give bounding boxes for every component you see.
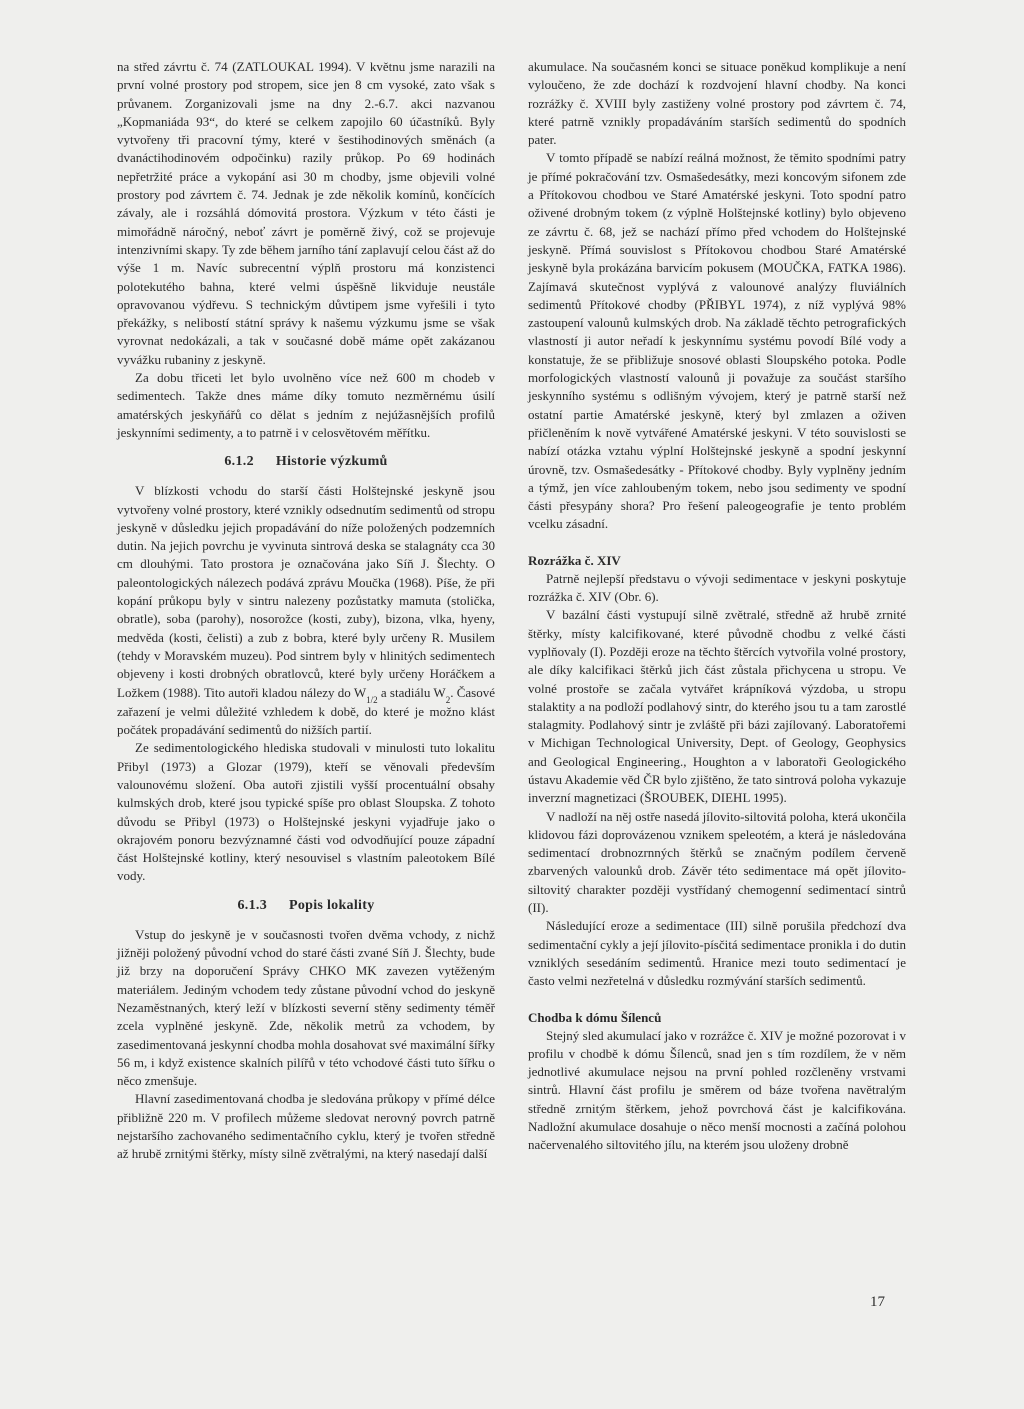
paragraph: Následující eroze a sedimentace (III) silně porušila předchozí dva sedimentační cykly a její jílovito-písčitá sedimentace pronikla i do dutin vzniklých sesedáním sedimentů. Hranice mezi touto sedimentací je často velmi nezřetelná v důsledku rozmývání starších sedimentů. (528, 918, 906, 989)
section-title: Popis lokality (289, 897, 375, 913)
left-column (117, 58, 495, 1164)
paragraph (117, 482, 495, 739)
paragraph: Ze sedimentologického hlediska studovali v minulosti tuto lokalitu Přibyl (1973) a Glozar (1979), kteří se věnovali především valounovému složení. Oba autoři zjistili vyšší procentuální obsahy kulmských drob, které jsou typické spíše pro oblast Sloupska. Z tohoto důvodu se Přibyl (1973) o Holštejnské jeskyni vyjadřuje jako o okrajovém ponoru bezvýznamné části vod odvodňující pouze západní část Holštejnské kotliny, který nesouvisel s vlastním paleotokem Bílé vody. (117, 740, 495, 884)
subheading-chodba-k-domu-silencu: Chodba k dómu Šílenců (528, 1009, 662, 1025)
section-heading-6-1-3 (117, 898, 495, 914)
section-number: 6.1.3 (237, 897, 267, 913)
paragraph: V bazální části vystupují silně zvětralé, středně až hrubě zrnité štěrky, místy kalcifikované, které původně chodbu z velké části vyplňovaly (I). Později eroze na těchto štěrcích vytvořila volné prostory, ale díky kalcifikaci štěrků jich část zůstala přichycena u stropu. Ve volné prostoře se začala vytvářet krápníková výzdoba, u stropu stalaktity a na podloží podlahový sintr, do kterého jsou tu a tam zarostlé stalagmity. Podlahový sintr je zvláště při bázi zajílovaný. Laboratořemi v Michigan Technological University, Dept. of Geology, Geophysics and Geological Engineering., Houghton a v laboratoři Geologického ústavu Akademie věd ČR bylo zjištěno, že tato sintrová poloha vykazuje inverzní magnetizaci (ŠROUBEK, DIEHL 1995). (528, 607, 906, 806)
right-column (528, 58, 906, 1155)
paragraph: na střed závrtu č. 74 (ZATLOUKAL 1994). V květnu jsme narazili na první volné prostory pod stropem, sice jen 8 cm vysoké, zato však s průvanem. Zorganizovali jsme na dny 2.-6.7. akci nazvanou „Kopmaniáda 93“, do které se celkem zapojilo 60 účastníků. Byly vytvořeny tři pracovní týmy, které v šestihodinových směnách (a dvanáctihodinovém odpočinku) razily průkop. Po 69 hodinách nepřetržité práce a vykopání asi 30 m chodby, jsme objevili volné prostory pod závrtem č. 74. Jednak je zde několik komínů, končících závaly, ale i rozsáhlá dómovitá prostora. Výzkum v této části je mimořádně náročný, neboť závrt je poměrně živý, což se projevuje intenzivními skapy. Ty zde během jarního tání zaplavují celou část až do výše 1 m. Navíc subrecentní výplň prostoru má konzistenci polotekutého bahna, které velmi úspěšně likviduje neustále opravovanou výdřevu. S technickým důvtipem jsme vyřešili i tyto překážky, s nelibostí státní správy k našemu výzkumu jsme se však vyrovnat nedokázali, a tak v současné době máme opět zakázanou vyvážku rubaniny z jeskyně. (117, 59, 495, 367)
text-run: a stadiálu W (377, 684, 446, 700)
paragraph: V tomto případě se nabízí reálná možnost, že těmito spodními patry je přímé pokračování tzv. Osmašedesátky, mezi koncovým sifonem zde a Přítokovou chodbou ve Staré Amatérské jeskyni. Toto spodní patro oživené drobným tokem (z výplně Holštejnské kotliny) bylo objeveno ze závrtu č. 68, jež se nachází přímo před vchodem do Holštejnské jeskyně. Přímá souvislost s Přítokovou chodbou Staré Amatérské jeskyně byla prokázána barvicím pokusem (MOUČKA, FATKA 1986). Zajímavá skutečnost vyplývá z valounové analýzy fluviálních sedimentů Přítokové chodby (PŘIBYL 1974), z níž vyplývá 98% zastoupení valounů kulmských drob. Na základě těchto petrografických vlastností ji autor neřadí k jeskynnímu systému povodí Bílé vody a konstatuje, že se přibližuje snosové oblasti Sloupského potoka. Podle morfologických vlastností valounů ji považuje za součást staršího jeskynního systému s odlišným vývojem, který je patrně starší než ostatní partie Amatérské jeskyně, který byl zmlazen a oživen přičleněním k nově vytvářené Amatérské jeskyni. V této souvislosti se nabízí otázka vztahu výplní Holštejnské jeskyně a spodní jeskynní úrovně, tzv. Osmašedesátky - Přítokové chodby. Byly vyplněny jedním a týmž, jen více zahloubeným tokem, nebo jsou sedimenty ve spodní části přesypány shora? Pro řešení paleogeografie je tento problém vcelku zásadní. (528, 150, 906, 532)
paragraph: Stejný sled akumulací jako v rozrážce č. XIV je možné pozorovat i v profilu v chodbě k dómu Šílenců, snad jen s tím rozdílem, že v něm jednotlivé akumulace nejsou na první pohled rozčleněny vrstvami sintrů. Hlavní část profilu je směrem od báze tvořena navětralým středně zrnitým štěrkem, jehož povrchová část je kalcifikována. Nadložní akumulace dosahuje o něco menší mocnosti a začíná polohou načervenalého siltovitého jílu, na kterém jsou uloženy drobně (528, 1027, 906, 1153)
subheading-rozrazka-xiv: Rozrážka č. XIV (528, 552, 621, 568)
section-number: 6.1.2 (224, 454, 254, 470)
paragraph: Za dobu třiceti let bylo uvolněno více než 600 m chodeb v sedimentech. Takže dnes máme díky tomuto nezměrnému úsilí amatérských jeskyňářů co dělat s jedním z nejúžasnějších profilů jeskynními sedimenty, a to patrně i v celosvětovém měřítku. (117, 370, 495, 440)
subscript: 1/2 (366, 694, 378, 705)
paragraph: Hlavní zasedimentovaná chodba je sledována průkopy v přímé délce přibližně 220 m. V profilech můžeme sledovat nerovný povrch patrně nejstaršího zachovaného sedimentačního cyklu, který je tvořen středně až hrubě zrnitými štěrky, místy silně zvětralými, na který nasedají další (117, 1091, 495, 1162)
paragraph: V nadloží na něj ostře nasedá jílovito-siltovitá poloha, která ukončila klidovou fázi doprovázenou vznikem speleotém, a která je následována sedimentací drobnozrnných štěrků se značným podílem červeně zbarvených valounků drob. Závěr této sedimentace má opět jílovito-siltovitý charakter později vystřídaný chemogenní sedimentací sintrů (II). (528, 808, 906, 916)
text-run: V blízkosti vchodu do starší části Holštejnské jeskyně jsou vytvořeny volné prostory, které vznikly odsednutím sedimentů od stropu jeskyně v důsledku jejich propadávání do níže položených podzemních dutin. Na jejich povrchu je vyvinuta sintrová deska se stalagnáty cca 30 cm dlouhými. Tato prostora je označována jako Síň J. Šlechty. O paleontologických nálezech podává zprávu Moučka (1968). Píše, že při kopání průkopu byly v sintru nalezeny pozůstatky mamuta (stolička, obratle), soba (parohy), nosorožce (kosti, zuby), bizona, vlka, hyeny, medvěda (kosti, čelisti) a zub z bobra, které byly určeny R. Musilem (tehdy v Moravském muzeu). Pod sintrem byly v hlinitých sedimentech objeveny i kosti drobných obratlovců, které byly určeny Horáčkem a Ložkem (1988). Tito autoři kladou nálezy do W (117, 483, 495, 700)
paragraph: Vstup do jeskyně je v současnosti tvořen dvěma vchody, z nichž jižněji položený původní vchod do staré části zvané Síň J. Šlechty, bude již brzy na doporučení Správy CHKO MK zavezen vytěženým materiálem. Jediným vchodem tedy zůstane původní vchod do jeskyně Nezaměstnaných, který leží v blízkosti severní stěny sedimenty téměř zcela vyplněné jeskyně. Zde, několik metrů za vchodem, by zasedimentovaná jeskynní chodba mohla dosahovat své maximální šířky 56 m, i když existence skalních pilířů v této vchodové části tuto šířku o něco zmenšuje. (117, 926, 495, 1089)
paragraph: Patrně nejlepší představu o vývoji sedimentace v jeskyni poskytuje rozrážka č. XIV (Obr. 6). (528, 570, 906, 605)
paragraph: akumulace. Na současném konci se situace poněkud komplikuje a není vyloučeno, že zde dochází k rozdvojení hlavní chodby. Na konci rozrážky č. XVIII byly zastiženy volné prostory pod závrtem č. 74, které patrně vznikly propadáváním starších sedimentů do spodních pater. (528, 59, 906, 148)
text-run: . Časové zařazení je velmi důležité vzhledem k době, do které je možno klást počátek propadávání sedimentů do nižších partií. (117, 684, 495, 738)
page-number: 17 (870, 1294, 885, 1310)
section-heading-6-1-2 (117, 454, 495, 470)
subscript: 2 (445, 694, 451, 705)
section-title: Historie výzkumů (275, 454, 388, 470)
